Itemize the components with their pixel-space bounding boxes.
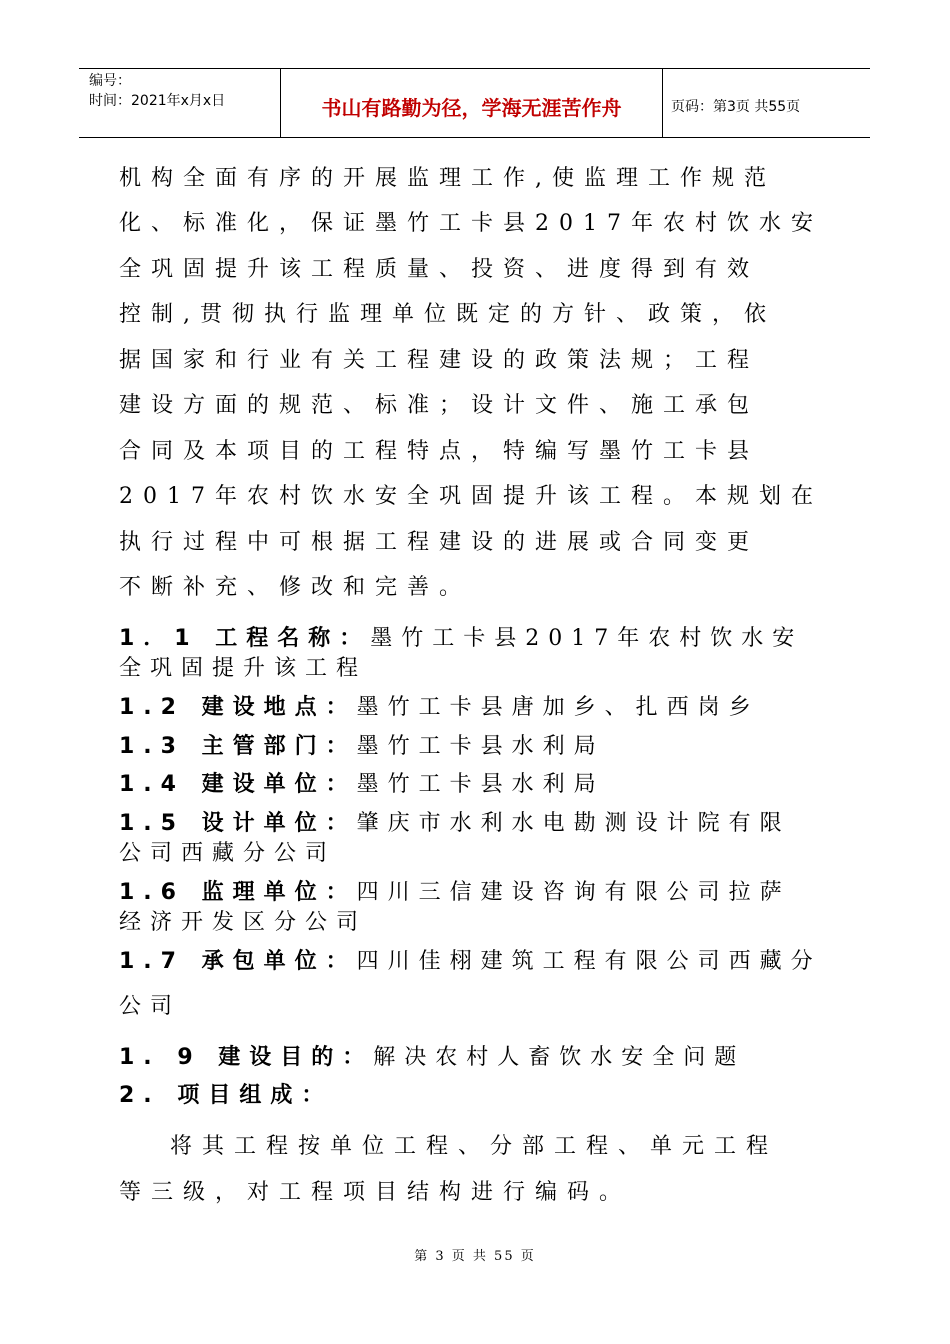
item-label: 1.5 设计单位：	[119, 811, 357, 836]
list-item	[119, 810, 791, 838]
text-line: 机构全面有序的开展监理工作,使监理工作规范	[119, 166, 776, 191]
text-line: 全巩固提升该工程质量、投资、进度得到有效	[119, 257, 760, 282]
list-item-continuation: 公司西藏分公司	[119, 841, 337, 866]
item-value: 墨竹工卡县2017年农村饮水安	[370, 626, 804, 651]
text-line: 据国家和行业有关工程建设的政策法规；工程	[119, 348, 760, 373]
item-value: 墨竹工卡县唐加乡、扎西岗乡	[356, 695, 760, 720]
text-line: 2017年农村饮水安全巩固提升该工程。本规划在	[119, 484, 823, 509]
list-item	[119, 733, 605, 761]
header-motto: 书山有路勤为径，学海无涯苦作舟	[281, 69, 663, 137]
list-item	[119, 1044, 745, 1072]
text-line: 建设方面的规范、标准；设计文件、施工承包	[119, 393, 760, 418]
header-page-info: 页码：第3页 共55页	[671, 99, 801, 115]
list-item	[119, 625, 803, 653]
item-label: 1.2 建设地点：	[119, 695, 357, 720]
page-footer: 第 3 页 共 55 页	[414, 1249, 536, 1264]
list-item	[119, 879, 791, 907]
header-meta	[79, 69, 281, 137]
item-label: 1.4 建设单位：	[119, 772, 357, 797]
text-line: 化、标准化，保证墨竹工卡县2017年农村饮水安	[119, 211, 823, 236]
text-line: 控制,贯彻执行监理单位既定的方针、政策，依	[119, 302, 776, 327]
time-label: 时间：2021年x月x日	[89, 93, 226, 109]
list-item	[119, 1082, 332, 1110]
item-label: 1.6 监理单位：	[119, 880, 357, 905]
list-item	[119, 771, 605, 799]
list-item	[119, 948, 822, 976]
item-label: 1.3 主管部门：	[119, 734, 357, 759]
text-line: 不断补充、修改和完善。	[119, 575, 472, 600]
text-line: 等三级，对工程项目结构进行编码。	[119, 1180, 632, 1205]
page-header	[79, 68, 870, 138]
list-item-continuation: 经济开发区分公司	[119, 910, 368, 935]
text-line: 执行过程中可根据工程建设的进展或合同变更	[119, 530, 760, 555]
item-value: 墨竹工卡县水利局	[356, 734, 605, 759]
text-line: 将其工程按单位工程、分部工程、单元工程	[170, 1134, 779, 1159]
list-item-continuation: 公司	[119, 994, 182, 1019]
item-value: 四川佳栩建筑工程有限公司西藏分	[356, 949, 822, 974]
item-value: 墨竹工卡县水利局	[356, 772, 605, 797]
list-item	[119, 694, 760, 722]
number-label: 编号：	[89, 73, 131, 89]
item-label: 1. 9 建设目的：	[119, 1045, 374, 1070]
item-value: 解决农村人畜饮水安全问题	[373, 1045, 746, 1070]
item-label: 1．1 工程名称：	[119, 626, 371, 651]
item-label: 2. 项目组成：	[119, 1083, 333, 1108]
text-line: 合同及本项目的工程特点，特编写墨竹工卡县	[119, 439, 760, 464]
item-label: 1.7 承包单位：	[119, 949, 357, 974]
list-item-continuation: 全巩固提升该工程	[119, 656, 368, 681]
item-value: 四川三信建设咨询有限公司拉萨	[356, 880, 791, 905]
item-value: 肇庆市水利水电勘测设计院有限	[356, 811, 791, 836]
